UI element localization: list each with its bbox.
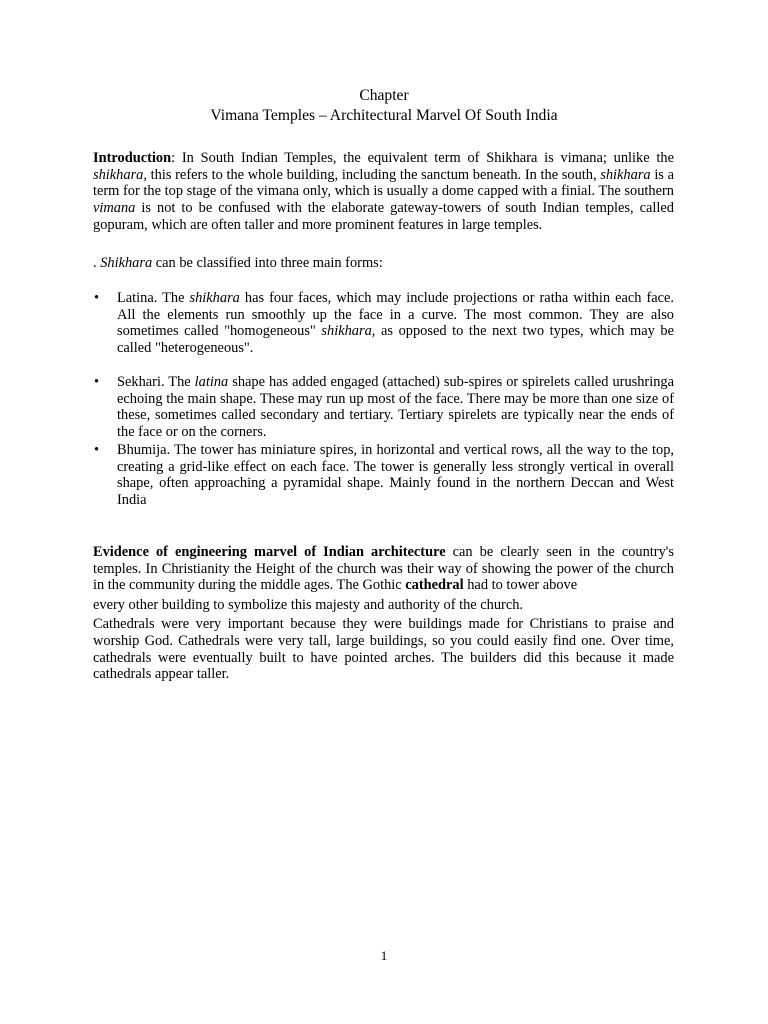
intro-italic-2: shikhara [600,166,651,183]
bullet-icon: • [94,442,100,458]
bullet-text: Sekhari. The [117,374,195,390]
chapter-label: Chapter [359,87,409,104]
intro-label: Introduction [93,150,172,166]
list-item [93,442,674,509]
evidence-text-2: had to tower above [463,577,578,594]
forms-text: can be classified into three main forms: [152,255,383,271]
bullet-text: Latina. The [117,290,190,306]
bullet-text: , as opposed to the next two types, which may be called "heterogeneous". [117,323,674,357]
bullet-italic: shikhara [321,323,372,340]
intro-paragraph [93,150,674,234]
bullet-list-latina [93,290,674,357]
forms-italic: Shikhara [100,255,153,271]
bullet-text: has four faces, which may include projections or ratha within each face. All the elements run smoothly up the face in a curve. The most common. They are also sometimes called "homogeneous" [117,290,674,340]
intro-text-3: is a term for the top stage of the vimana only, which is usually a dome capped with a finial. The southern [93,166,674,200]
intro-italic-3: vimana [93,200,136,217]
intro-text-1: : In South Indian Temples, the equivalent term of Shikhara is vimana; unlike the [171,150,674,166]
page-number: 1 [380,948,388,963]
bullet-text: shape has added engaged (attached) sub-spires or spirelets called urushringa echoing the main shape. These may run up most of the face. There may be more than one size of these, sometimes called secondary and tertiary. Tertiary spirelets are typically near the ends of the face or on the corners. [117,374,674,441]
intro-italic-1: shikhara [93,166,144,183]
intro-text-4: is not to be confused with the elaborate gateway-towers of south Indian temples, called gopuram, which are often taller and more prominent features in large temples. [93,200,674,233]
bullet-text: Bhumija. The tower has miniature spires, in horizontal and vertical rows, all the way to the top, creating a grid-like effect on each face. The tower is generally less strongly vertical in overall shape, often approaching a pyramidal shape. Mainly found in the northern Deccan and West India [117,442,674,509]
evidence-bold-heading: Evidence of engineering marvel of Indian architecture [93,544,446,560]
list-item [93,374,674,441]
list-item [93,290,674,357]
bullet-italic: shikhara [189,290,240,306]
evidence-bold-cathedral: cathedral [405,577,464,594]
bullet-list-sekhari [93,374,674,441]
bullet-icon: • [94,290,100,306]
intro-text-2: , this refers to the whole building, including the sanctum beneath. In the south, [143,166,601,183]
bullet-italic: latina [194,374,229,390]
forms-line [93,255,674,272]
bullet-list-bhumija [93,442,674,509]
evidence-text-1: can be clearly seen in the country's temples. In Christianity the Height of the church was their way of showing the power of the church in the community during the middle ages. The Gothic [93,544,674,594]
evidence-paragraph [93,544,674,683]
evidence-large-line: every other building to symbolize this majesty and authority of the church. [93,597,524,614]
bullet-icon: • [94,374,100,390]
forms-prefix: . [93,255,101,271]
evidence-text-4: Cathedrals were very important because they were buildings made for Christians to praise and worship God. Cathedrals were very tall, large buildings, so you could easily find one. Over time, cathedrals were eventually built to have pointed arches. The builders did this because it made cathedrals appear taller. [93,616,674,683]
chapter-title: Vimana Temples – Architectural Marvel Of South India [210,107,558,124]
